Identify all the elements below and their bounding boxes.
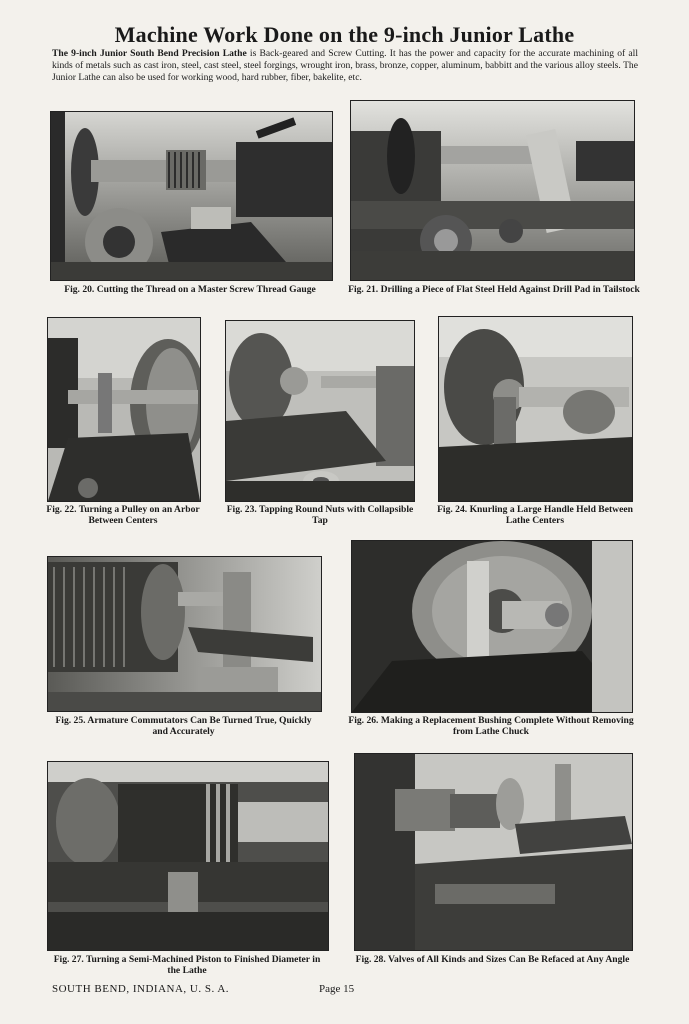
figure-24-photo bbox=[438, 316, 633, 502]
figure-20-photo bbox=[50, 111, 333, 281]
intro-lead: The 9-inch Junior South Bend Precision Lathe bbox=[52, 48, 247, 59]
figure-28-caption: Fig. 28. Valves of All Kinds and Sizes Can Be Refaced at Any Angle bbox=[355, 954, 630, 965]
intro-paragraph bbox=[52, 48, 638, 83]
intro-body: is Back-geared and Screw Cutting. It has the power and capacity for the accurate machining of all kinds of metals such as cast iron, steel, cast steel, steel forgings, wrought iron, brass, bronze, copper, aluminum, babbitt and the various alloy steels. The Junior Lathe can also be used for working wood, hard rubber, fiber, bakelite, etc. bbox=[52, 48, 638, 83]
figure-22-photo bbox=[47, 317, 201, 502]
figure-27-caption: Fig. 27. Turning a Semi-Machined Piston to Finished Diameter in the Lathe bbox=[53, 954, 321, 976]
figure-24-caption: Fig. 24. Knurling a Large Handle Held Between Lathe Centers bbox=[437, 504, 633, 526]
figure-28-photo bbox=[354, 753, 633, 951]
footer-location: SOUTH BEND, INDIANA, U. S. A. bbox=[52, 983, 230, 995]
page-number: Page 15 bbox=[319, 983, 355, 995]
figure-26-caption: Fig. 26. Making a Replacement Bushing Complete Without Removing from Lathe Chuck bbox=[348, 715, 634, 737]
figure-25-photo bbox=[47, 556, 322, 712]
figure-23-caption: Fig. 23. Tapping Round Nuts with Collapsible Tap bbox=[226, 504, 414, 526]
figure-27-photo bbox=[47, 761, 329, 951]
page-title: Machine Work Done on the 9-inch Junior Lathe bbox=[114, 22, 575, 47]
figure-21-photo bbox=[350, 100, 635, 281]
figure-21-caption: Fig. 21. Drilling a Piece of Flat Steel Held Against Drill Pad in Tailstock bbox=[348, 284, 640, 295]
figure-20-caption: Fig. 20. Cutting the Thread on a Master Screw Thread Gauge bbox=[64, 284, 316, 295]
figure-22-caption: Fig. 22. Turning a Pulley on an Arbor Between Centers bbox=[46, 504, 200, 526]
figure-23-photo bbox=[225, 320, 415, 502]
figure-25-caption: Fig. 25. Armature Commutators Can Be Turned True, Quickly and Accurately bbox=[55, 715, 312, 737]
figure-26-photo bbox=[351, 540, 633, 713]
